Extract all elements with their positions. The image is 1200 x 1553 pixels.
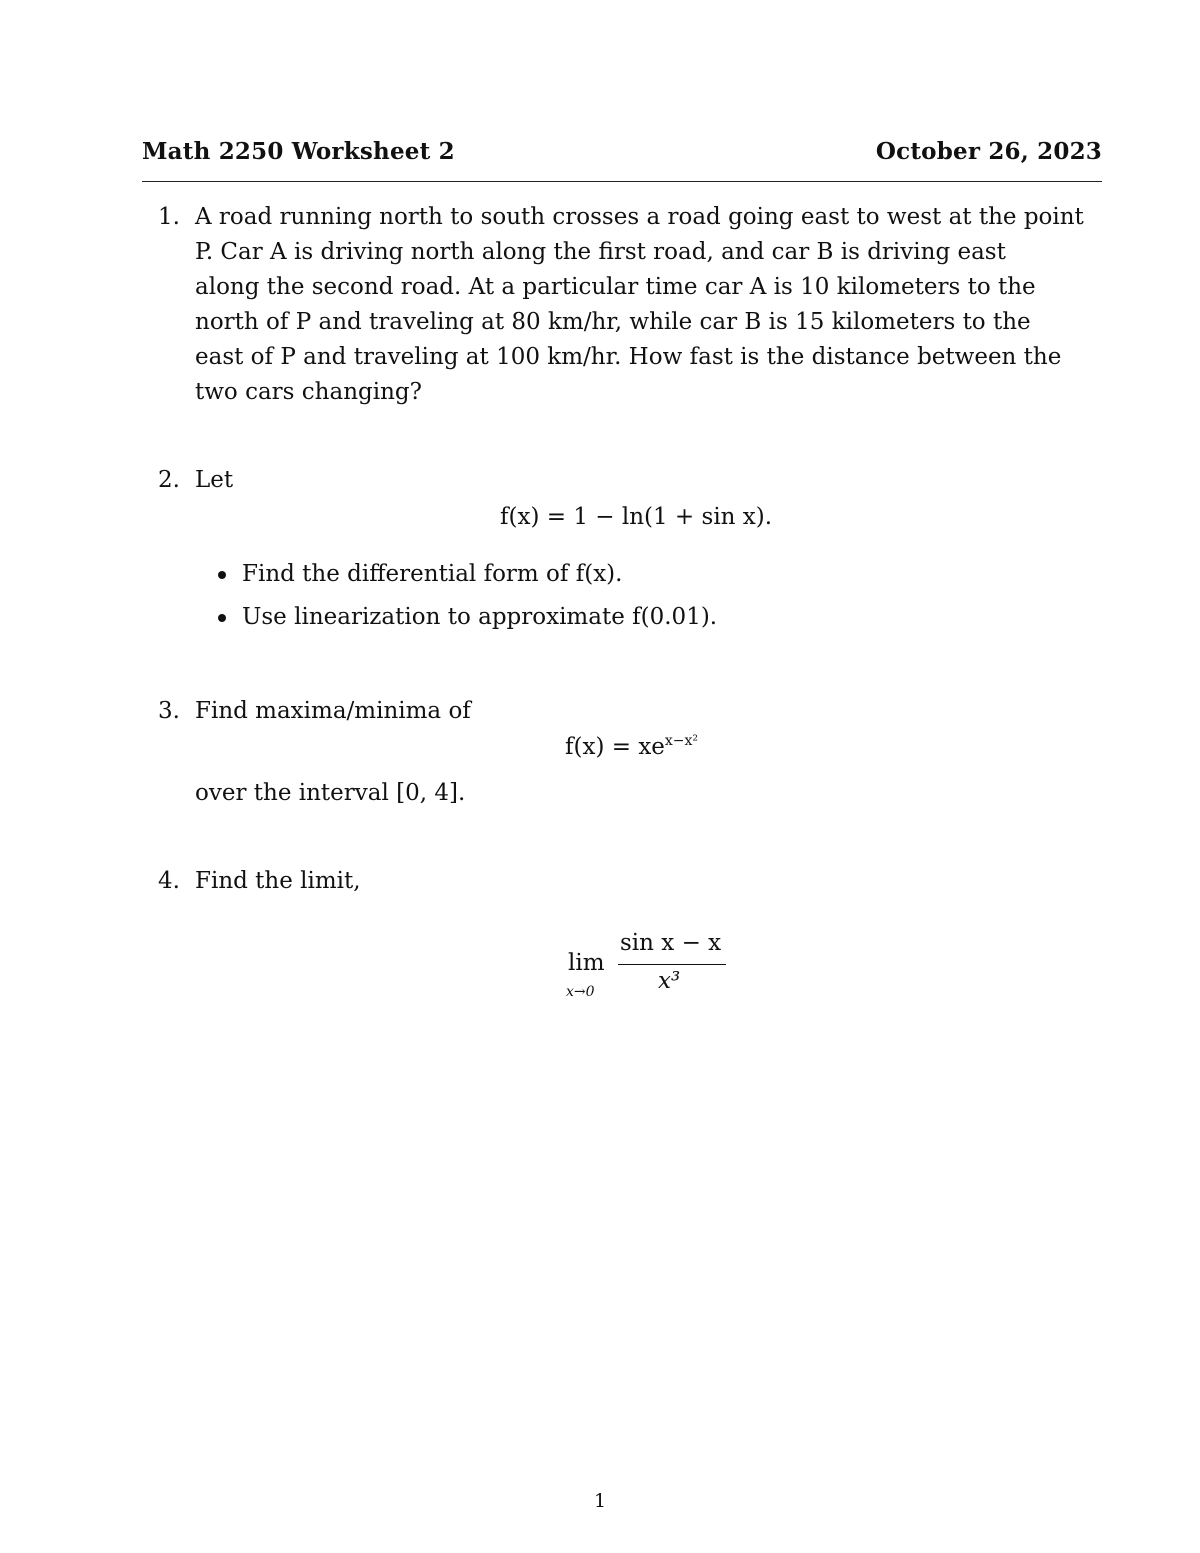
fraction-bar	[618, 964, 726, 965]
problem-2-formula: f(x) = 1 − ln(1 + sin x).	[500, 504, 773, 530]
limit-numerator: sin x − x	[620, 930, 722, 956]
problem-1-line-5: east of P and traveling at 100 km/hr. How fast is the distance between the	[195, 344, 1062, 370]
limit-operator: lim	[568, 950, 605, 976]
problem-1-line-4: north of P and traveling at 80 km/hr, while car B is 15 kilometers to the	[195, 309, 1031, 335]
limit-denominator: x³	[658, 968, 681, 994]
problem-2-bullet-1: Find the differential form of f(x).	[242, 561, 623, 587]
problem-3-formula	[565, 730, 698, 765]
problem-4-intro: Find the limit,	[195, 868, 361, 894]
problem-2-bullet-2: Use linearization to approximate f(0.01).	[242, 604, 718, 630]
problem-2-intro: Let	[195, 467, 234, 493]
header	[142, 138, 1102, 174]
problem-1-line-3: along the second road. At a particular time car A is 10 kilometers to the	[195, 274, 1036, 300]
limit-subscript: x→0	[566, 984, 595, 1000]
limit-expression	[566, 928, 736, 1008]
problem-1-line-6: two cars changing?	[195, 379, 422, 405]
problem-4-number: 4.	[158, 868, 180, 894]
problem-3-formula-base: f(x) = xe	[565, 734, 665, 760]
header-rule	[142, 181, 1102, 182]
page-number: 1	[593, 1490, 607, 1512]
problem-1-line-1: A road running north to south crosses a road going east to west at the point	[195, 204, 1084, 230]
worksheet-date: October 26, 2023	[875, 138, 1102, 165]
problem-1-line-2: P. Car A is driving north along the first road, and car B is driving east	[195, 239, 1006, 265]
problem-2-number: 2.	[158, 467, 180, 493]
problem-3-formula-exponent: x−x²	[664, 733, 699, 749]
worksheet-title: Math 2250 Worksheet 2	[142, 138, 455, 165]
problem-3-number: 3.	[158, 698, 180, 724]
problem-3-intro: Find maxima/minima of	[195, 698, 471, 724]
bullet-icon	[218, 571, 226, 579]
bullet-icon	[218, 614, 226, 622]
problem-1-number: 1.	[158, 204, 180, 230]
problem-3-tail: over the interval [0, 4].	[195, 780, 466, 806]
